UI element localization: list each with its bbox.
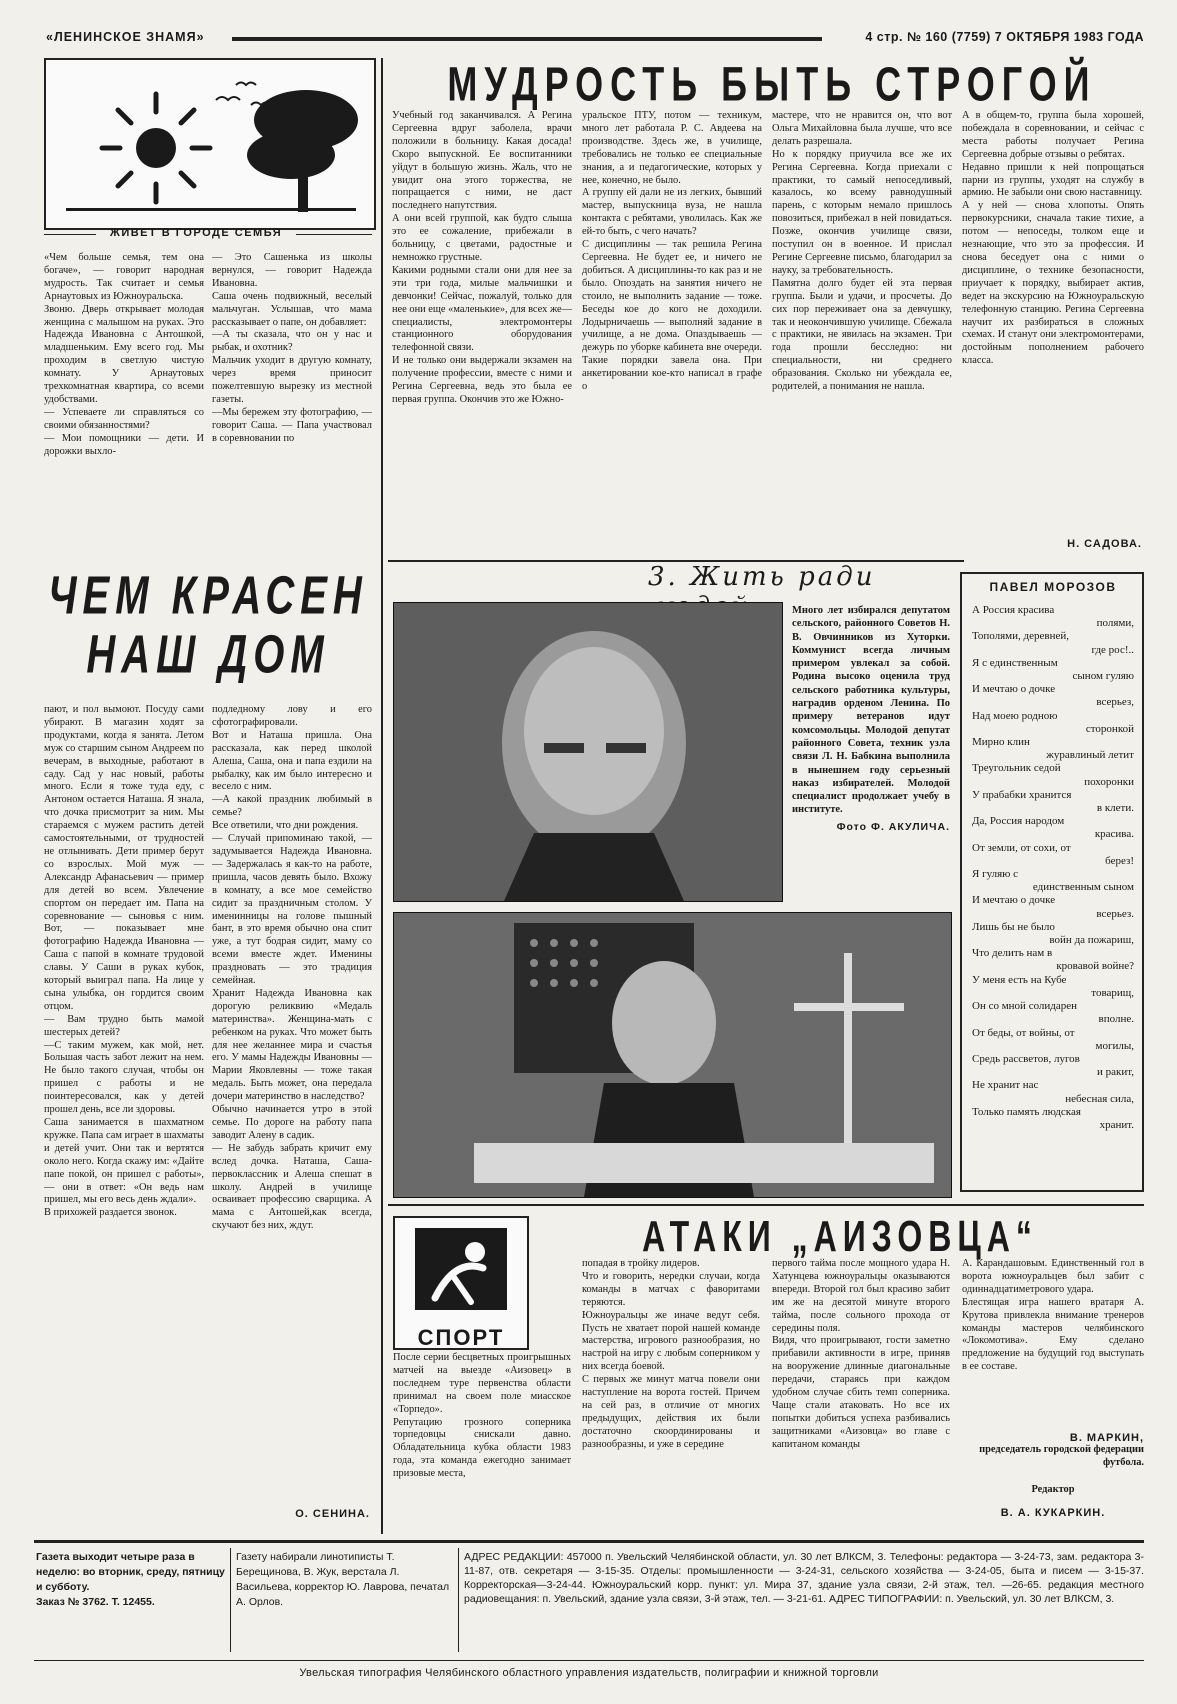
people-caption-box [792, 604, 950, 833]
family-col2: — Это Сашенька из школы вернулся, — говорит Надежда Ивановна. Саша очень подвижный, веселый мальчуган. Услышав, что мама рассказывает о папе, он добавляет: —А ты сказала, что он у нас и рыбак, и охотник? Мальчик уходит в другую комнату, через время приносит пожелтевшую вырезку из местной газеты. —Мы бережем эту фотографию, — говорит Саша. — Папа участвовал в соревновании по [212, 252, 372, 444]
sport-col1: После серии бесцветных проигрышных матчей на выезде «Аизовец» в последнем туре первенства области принимал на своем поле миасское «Торпедо». Репутацию грозного соперника торпедовцы снискали давно. Обладательница кубка области 1983 года, эта команда ежегодно занимает призовые места, [393, 1352, 571, 1480]
footer-divider-1 [230, 1548, 231, 1652]
poem-line: Что делить нам в [972, 947, 1053, 960]
footer-printer: Увельская типография Челябинского областного управления издательств, полиграфии и книжной торговли [299, 1667, 879, 1679]
poem-line: журавлиный летит [1046, 749, 1134, 762]
poem-line: Над моею родною [972, 709, 1058, 722]
family-illustration [44, 58, 376, 230]
poem-line: небесная сила, [1065, 1092, 1134, 1105]
poem-line: вполне. [1098, 1013, 1134, 1026]
poem-line: войн да пожариш, [1049, 934, 1134, 947]
sport-logo-label: СПОРТ [417, 1325, 505, 1350]
masthead-rule [232, 37, 822, 41]
family-headline-line2: НАШ ДОМ [86, 625, 330, 685]
poem-line: Не хранит нас [972, 1079, 1039, 1092]
poem-line: всерьез. [1096, 907, 1134, 920]
poem-line: Я с единственным [972, 656, 1058, 669]
sport-logo [393, 1216, 529, 1350]
people-caption: Много лет избирался депутатом сельского, районного Советов Н. В. Овчинников из Хуторки. Коммунист всегда личным примером увлекал за собой. Родина высоко оценила труд сельского работника культуры, наградив орденом Ленина. По примеру ветеранов идут комсомольцы. Молодой депутат районного Совета, техник узла связи Л. Н. Бабкина выполнила в нынешнем году серьезный наказ избирателей. Молодой специалист продолжает учебу в институте. [792, 605, 950, 816]
family-col3: пают, и пол вымоют. Посуду сами убирают. В магазин ходят за продуктами, когда я занята. Летом муж со старшим сыном Андреем по вечерам, в выходные, работают в саду. Сад у нас новый, работы много. Если я тоже туда еду, с Антоном остается Наташа. Я знала, что дочка присмотрит за ним. Мы стараемся с мужем растить детей самостоятельными, от трудностей не отлынивать. Дети пример берут со взрослых. Мой муж —Александр Афанасьевич — пример для детей во всем. Увлечение спортом он передает им. Папа на соревнование — сыновья с ним. Вот, — показывает мне фотографию Надежда Ивановна — Саша с папой в комнате трудовой славы. У Саши в руках кубок, который выиграл папа. На лице у сына улыбка, он гордится своим отцом. — Вам трудно быть мамой шестерых детей? —С таким мужем, как мой, нет. Большая часть забот лежит на нем. Не было такого случая, чтобы он пришел с работы и не поинтересовался, как у детей прошел день, все ли здоровы. Саша занимается в шахматном кружке. Папа сам играет в шахматы и детей учит. Они так и вертятся около него. Когда скажу им: «Дайте папе покой, он пришел с работы», — они в ответ: «Он ведь нам пришел, мы его весь день ждали». В прихожей раздается звонок. [44, 704, 204, 1219]
strict-col4: А в общем-то, группа была хорошей, побеждала в соревновании, и сейчас с места работы получает Регина Сергеевна добрые отзывы о ребятах. Недавно пришли к ней попрощаться парни из группы, уходят на службу в армию. Не забыли они свою наставницу. А у ней — снова хлопоты. Опять первокурсники, сначала такие тихие, а потом — непоседы, толком еще и незнающие, что это за профессия. И снова беседует она с ними о дисциплине, о технике безопасности, приучает к порядку, выбирает актив, ведет на экскурсию на Южноуральскую телефонную станцию. Регина Сергеевна научит их разбираться в сложных схемах. И станут они электромонтерами, достойным пополнением рабочего класса. [962, 110, 1144, 367]
poem-line: Треугольник седой [972, 762, 1061, 775]
divider-sport [388, 1204, 1144, 1206]
sport-col4: А. Карандашовым. Единственный гол в ворота южноуральцев был забит с одиннадцатиметрового удара. Блестящая игра нашего вратаря А. Крутова привлекла внимание тренеров команды мастеров челябинского «Локомотива». Ему сделано предложение на будущий год выступать в ее составе. [962, 1258, 1144, 1373]
footer-bottom-rule [34, 1660, 1144, 1661]
footer-address: АДРЕС РЕДАКЦИИ: 457000 п. Увельский Челябинской области, ул. 30 лет ВЛКСМ, 3. Телефоны: редактора — 3-24-73, зам. редактора 3-11-87, отв. секретаря — 3-15-35. Отделы: промышленности — 3-24-31, сельского хозяйства — 3-24-05, быта и писем — 3-15-37. Корректорская—3-24-44. Южноуральский корр. пункт: ул. Мира 37, здание узла связи, 2-й этаж, тел. —26-65. редакция местного радиовещания: п. Увельский, здание узла связи, 3-й этаж, тел. — 3-21-61. АДРЕС ТИПОГРАФИИ: п. Увельский, ул. 30 лет ВЛКСМ, 3. [464, 1551, 1144, 1605]
poem-line: единственным сыном [1032, 881, 1134, 894]
photo-veteran [393, 602, 783, 902]
people-headline: 3. Жить ради [648, 562, 876, 592]
photo-switchboard [393, 912, 952, 1198]
poem-line: Я гуляю с [972, 868, 1019, 881]
strict-author: Н. САДОВА. [1067, 538, 1142, 550]
strict-headline: МУДРОСТЬ БЫТЬ СТРОГОЙ [447, 56, 1097, 112]
sport-col3: первого тайма после мощного удара Н. Хатунцева южноуральцы оказываются впереди. Второй гол был красиво забит им же на десятой минуте второго тайма, после сольного прохода от середины поля. Видя, что проигрывают, гости заметно прибавили активности в игре, приняв на вооружение длинные диагональные передачи, стараясь при каждом удобном случае сбить темп соперника. Чаще стали атаковать. Но все их попытки добиться успеха разбивались защитниками «Аизовца» во главе с капитаном команды [772, 1258, 950, 1450]
poem-line: хранит. [1099, 1118, 1134, 1131]
poem-line: И мечтаю о дочке [972, 894, 1056, 907]
editor-label: Редактор [1031, 1483, 1075, 1495]
issue-info: 4 стр. № 160 (7759) 7 ОКТЯБРЯ 1983 ГОДА [865, 30, 1144, 44]
strict-col3: мастере, что не нравится он, что вот Ольга Михайловна была лучше, что все делать разрешала. Но к порядку приучила все же их Регина Сергеевна. Когда приехали с практики, то самый непоседливый, казалось, ко всему равнодушный парень, с которым немало пришлось повозиться, прибежал в ней повидаться. Позже, окончив училище связи, поступил он в военное. И прислал Регине Сергеевне письмо, благодарил за науку, за требовательность. Памятна долго будет ей эта первая группа. Были и удачи, и просчеты. До сих пор переживает она за девчушку, так и неокончившую училище. Сбежала с практики, не явилась на экзамен. Три года прошли бесследно: ни специальности, ни среднего образования. Сколько ни убеждала ее, родителей, а понимания не нашла. [772, 110, 952, 393]
family-author: О. СЕНИНА. [295, 1508, 370, 1520]
poem-line: в клети. [1096, 802, 1134, 815]
poem-line: кровавой войне? [1056, 960, 1134, 973]
poem-line: Мирно клин [972, 736, 1030, 749]
editor-name: В. А. КУКАРКИН. [1000, 1506, 1106, 1519]
poem-line: Лишь бы не было [972, 920, 1055, 933]
poem-author: ПАВЕЛ МОРОЗОВ [989, 580, 1117, 594]
family-col4: подледному лову и его сфотографировали. Вот и Наташа пришла. Она рассказала, как перед школой Алеша, Саша, она и папа ездили на рыбалку, как им было интересно и весело с ним. —А какой праздник любимый в семье? Все ответили, что дни рождения. — Случай припоминаю такой, — задумывается Надежда Ивановна. — Задержалась я как-то на работе, пришла, часов девять было. Вхожу в комнату, а все мое семейство сидит за праздничным столом. У именинницы на голове пышный бант, в это время обычно она спит уже, а тут бодрая сидит, маму со всеми вместе ждет. Именины праздновать — это традиция семейная. Хранит Надежда Ивановна как дорогую реликвию «Медаль материнства». Женщина-мать с ребенком на руках. Что может быть для нее желаннее мира и счастья его. У мамы Надежды Ивановны — Марии Яковлевны — тоже такая медаль. Быть может, она передала дочери материнство в наследство? Обычно начинается утро в этой семье. По дороге на работу папа заводит Алену в садик. — Не забудь забрать кричит ему вслед дочка. Наташа, Саша-первоклассник и Алеша спешат в школу. Андрей в училище осваивает профессию сварщика. А мама с Антошей,как всегда, скучают без них, ждут. [212, 704, 372, 1232]
family-headline [44, 566, 372, 692]
newspaper-name: «ЛЕНИНСКОЕ ЗНАМЯ» [46, 30, 205, 44]
poem-line: У прабабки хранится [972, 788, 1072, 801]
sport-headline: АТАКИ „АИЗОВЦА“ [642, 1212, 1038, 1261]
footer-rule [34, 1540, 1144, 1543]
family-headline-line1: ЧЕМ КРАСЕН [48, 566, 368, 626]
poem-line: Да, Россия народом [972, 815, 1065, 828]
divider-left [381, 58, 383, 1534]
footer-staff: Газету набирали линотиписты Т. Берещинова, В. Жук, верстала Л. Васильева, корректор Ю. Лаврова, печатал А. Орлов. [236, 1551, 450, 1608]
poem-line: Только память людская [972, 1105, 1081, 1118]
poem-line: где рос!.. [1091, 643, 1134, 656]
sport-col4-box [962, 1258, 1144, 1519]
poem-line: могилы, [1095, 1039, 1134, 1052]
poem-line: И мечтаю о дочке [972, 683, 1056, 696]
poem-line: красива. [1094, 828, 1134, 841]
poem-line: От беды, от войны, от [972, 1026, 1075, 1039]
family-kicker: ЖИВЕТ В ГОРОДЕ СЕМЬЯ [109, 227, 283, 239]
footer-publication: Газета выходит четыре раза в неделю: во вторник, среду, пятницу и субботу. Заказ № 3762. Т. 12455. [36, 1551, 225, 1608]
photo-credit: Фото Ф. АКУЛИЧА. [836, 820, 950, 833]
strict-col1: Учебный год заканчивался. А Регина Сергеевна вдруг заболела, врачи положили в больницу. Какая досада! Скоро выпускной. Ее воспитанники уйдут в большую жизнь. Жаль, что не увидит она этого торжества, не попращается с ними, не даст последнего напутствия. А они всей группой, как будто слыша это ее сожаление, прибежали в больницу, с цветами, радостные и немножко грустные. Какими родными стали они для нее за эти три года, милые мальчишки и девчонки! Сейчас, пожалуй, только для нее они еще «маленькие», для всех же— специалисты, электромонтеры станционного оборудования телефонной связи. И не только они выдержали экзамен на получение профессии, вместе с ними и Регина Сергеевна, ведь это была ее первая группа. Окончив это же Южно- [392, 110, 572, 405]
poem-line: полями, [1096, 617, 1134, 630]
poem-line: похоронки [1084, 775, 1134, 788]
poem-box [960, 572, 1144, 1192]
kicker-rule-left [44, 234, 96, 235]
poem-lines [972, 604, 1134, 1132]
poem-line: Тополями, деревней, [972, 630, 1069, 643]
sport-col2: попадая в тройку лидеров. Что и говорить, нередки случаи, когда команды в матчах с фаворитами теряются. Южноуральцы же иначе ведут себя. Пусть не хватает порой нашей команде мастерства, игрового разнообразия, но настрой на игру с любым соперником у них всегда боевой. С первых же минут матча повели они наступление на ворота гостей. Причем на сей раз, в отличие от многих предыдущих, действия их были достаточно скоординированы и разнообразны, и уже в середине [582, 1258, 760, 1450]
footer-divider-2 [458, 1548, 459, 1652]
poem-line: Средь рассветов, лугов [972, 1052, 1080, 1065]
poem-line: товарищ, [1091, 986, 1134, 999]
poem-line: От земли, от сохи, от [972, 841, 1071, 854]
sport-author-role: председатель городской федерации футбола. [979, 1444, 1144, 1468]
strict-col2: уральское ПТУ, потом — техникум, много лет работала Р. С. Авдеева на производстве. Здесь же, в училище, требовались не только ее специальные знания, а и педагогические, которых у нее, конечно, не было. А группу ей дали не из легких, бывший мастер, выпускница вуза, не нашла контакта с ребятами, уволилась. Как же ей-то быть, с чего начать? С дисциплины — так решила Регина Сергеевна. Не будет ее, и ничего не добиться. А дисциплины-то как раз и не было. Опоздать на занятия ничего не стоило, не выполнить задание — тоже. Беседы кое до кого не доходили. Лодырничаешь — выполняй задание в училище, а не дома. Опаздываешь — дежурь по уборке кабинета вне очереди. Такие порядки завела она. При анкетировании кое-кто написал в графе о [582, 110, 762, 393]
family-col1: «Чем больше семья, тем она богаче», — говорит народная мудрость. Так считает и семья Арнаутовых из Южноуральска. Звоню. Дверь открывает молодая женщина с малышом на руках. Это Надежда Ивановна с Антошкой, младшеньким. Ему всего год. Мы проходим в светлую чистую комнату. У Арнаутовых трехкомнатная квартира, со всеми удобствами. — Успеваете ли справляться со своими обязанностями? — Мои помощники — дети. И дорожки выхло- [44, 252, 204, 457]
poem-line: сыном гуляю [1072, 670, 1134, 683]
sport-author: В. МАРКИН, [1069, 1432, 1144, 1444]
poem-line: А Россия красива [972, 604, 1055, 616]
kicker-rule-right [296, 234, 372, 235]
poem-line: У меня есть на Кубе [972, 973, 1067, 986]
poem-line: всерьез, [1096, 696, 1134, 709]
poem-line: сторонкой [1085, 722, 1134, 735]
poem-line: и ракит, [1097, 1066, 1134, 1079]
poem-line: Он со мной солидарен [972, 1000, 1078, 1013]
poem-line: берез! [1105, 854, 1134, 867]
